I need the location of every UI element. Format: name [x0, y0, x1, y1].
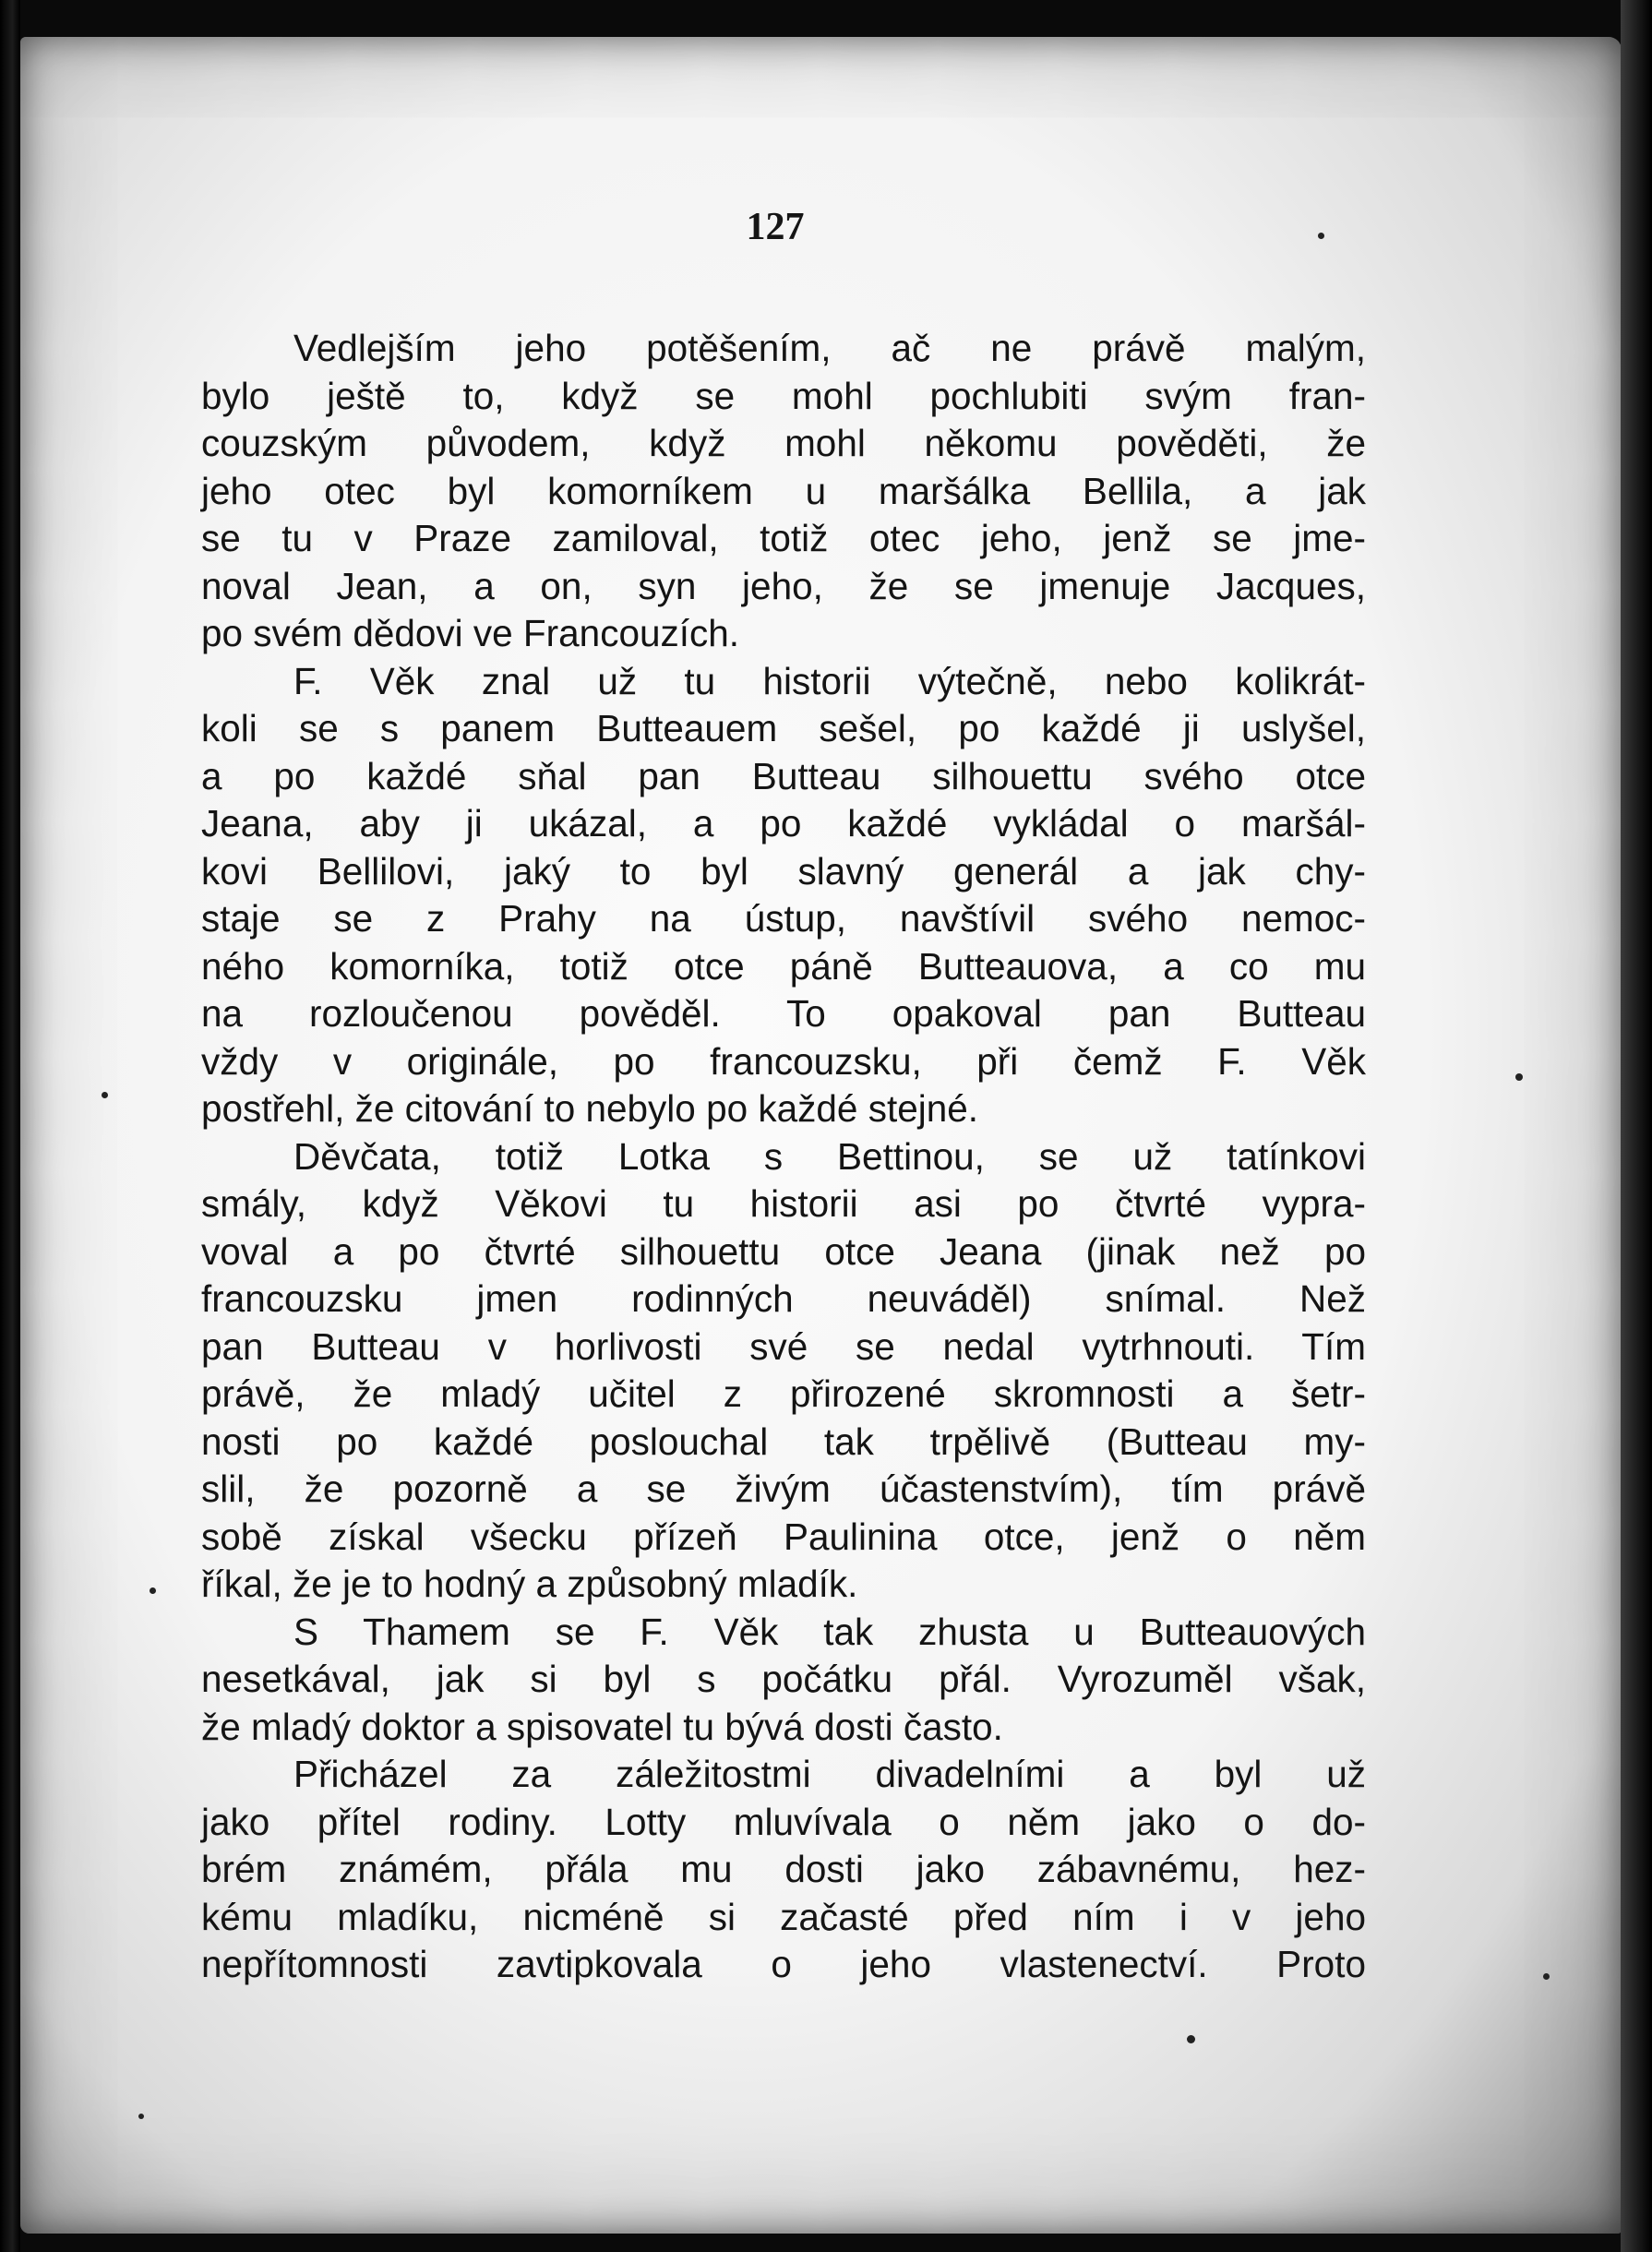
text-line: po svém dědovi ve Francouzích. — [201, 612, 740, 654]
dust-speck — [1515, 1073, 1523, 1081]
text-line: kovi Bellilovi, jaký to byl slavný generál a jak chy- — [201, 849, 1366, 892]
text-line: staje se z Prahy na ústup, navštívil svého nemoc- — [201, 897, 1366, 940]
dust-speck — [1543, 1973, 1550, 1980]
text-line: a po každé sňal pan Butteau silhouettu svého otce — [201, 754, 1366, 797]
text-line: Jeana, aby ji ukázal, a po každé vykládal o maršál- — [201, 802, 1366, 844]
binding-edge-left — [0, 0, 20, 2252]
text-line: pan Butteau v horlivosti své se nedal vytrhnouti. Tím — [201, 1324, 1366, 1368]
text-line: ného komorníka, totiž otce páně Butteauova, a co mu — [201, 944, 1366, 988]
text-line: nepřítomnosti zavtipkovala o jeho vlastenectví. Proto — [201, 1943, 1366, 1985]
text-line: postřehl, že citování to nebylo po každé stejné. — [201, 1087, 979, 1130]
dust-speck — [102, 1092, 108, 1098]
text-line: Přicházel za záležitostmi divadelními a byl už — [293, 1753, 1366, 1795]
text-line: voval a po čtvrté silhouettu otce Jeana (jinak než po — [201, 1229, 1366, 1273]
dust-speck — [1187, 2035, 1195, 2043]
dust-speck — [150, 1587, 156, 1594]
text-line: Vedlejším jeho potěšením, ač ne právě malým, — [293, 327, 1366, 369]
text-line: na rozloučenou pověděl. To opakoval pan Butteau — [201, 992, 1366, 1035]
dust-speck — [138, 2114, 144, 2119]
text-line: sobě získal všecku přízeň Paulinina otce, jenž o něm — [201, 1515, 1366, 1558]
text-line: F. Věk znal už tu historii výtečně, nebo kolikrát- — [293, 659, 1366, 702]
text-line: smály, když Věkovi tu historii asi po čtvrté vypra- — [201, 1182, 1366, 1225]
text-line: francouzsku jmen rodinných neuváděl) snímal. Než — [201, 1277, 1366, 1320]
text-line: noval Jean, a on, syn jeho, že se jmenuje Jacques, — [201, 564, 1366, 607]
text-line: brém známém, přála mu dosti jako zábavnému, hez- — [201, 1848, 1366, 1890]
text-line: nesetkával, jak si byl s počátku přál. Vyrozuměl však, — [201, 1658, 1366, 1700]
text-line: koli se s panem Butteauem sešel, po každé ji uslyšel, — [201, 707, 1366, 749]
text-line: nosti po každé poslouchal tak trpělivě (Butteau my- — [201, 1419, 1366, 1463]
text-line: jeho otec byl komorníkem u maršálka Bellila, a jak — [201, 469, 1366, 512]
dust-speck — [1318, 233, 1324, 239]
text-line: se tu v Praze zamiloval, totiž otec jeho, jenž se jme- — [201, 517, 1366, 559]
body-text — [201, 325, 1366, 1989]
text-line: Děvčata, totiž Lotka s Bettinou, se už tatínkovi — [293, 1134, 1366, 1178]
text-line: kému mladíku, nicméně si začasté před ním i v jeho — [201, 1895, 1366, 1938]
text-line: jako přítel rodiny. Lotty mluvívala o něm jako o do- — [201, 1800, 1366, 1843]
text-line: slil, že pozorně a se živým účastenstvím), tím právě — [201, 1467, 1366, 1510]
page-number: 127 — [746, 206, 805, 248]
text-line: bylo ještě to, když se mohl pochlubiti svým fran- — [201, 374, 1366, 417]
text-line: vždy v originále, po francouzsku, při čemž F. Věk — [201, 1039, 1366, 1083]
text-line: říkal, že je to hodný a způsobný mladík. — [201, 1563, 858, 1605]
page-edge-right — [1621, 0, 1652, 2252]
text-line: že mladý doktor a spisovatel tu bývá dosti často. — [201, 1705, 1003, 1748]
text-line: S Thamem se F. Věk tak zhusta u Butteauových — [293, 1610, 1366, 1653]
text-line: právě, že mladý učitel z přirozené skromnosti a šetr- — [201, 1372, 1366, 1415]
text-line: couzským původem, když mohl někomu pověděti, že — [201, 422, 1366, 464]
